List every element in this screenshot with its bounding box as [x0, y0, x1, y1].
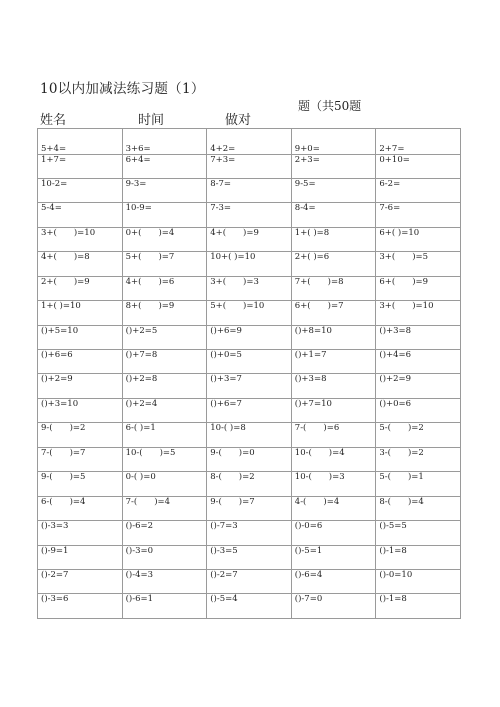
exercise-cell: ()+3=8	[376, 325, 461, 349]
exercise-row	[38, 545, 461, 569]
exercise-cell: 9-3=	[122, 178, 207, 202]
exercise-cell: ()-0=10	[376, 569, 461, 593]
exercise-cell: 5+4=	[38, 129, 123, 155]
exercise-cell: 10-( )=8	[207, 423, 292, 447]
exercise-cell: ()+5=10	[38, 325, 123, 349]
exercise-row	[38, 203, 461, 227]
exercise-row	[38, 276, 461, 300]
exercise-cell: ()-3=0	[122, 545, 207, 569]
exercise-cell: 10-( )=3	[291, 472, 376, 496]
exercise-cell: 2+( )=6	[291, 252, 376, 276]
exercise-cell: ()+2=9	[376, 374, 461, 398]
exercise-cell: ()+1=7	[291, 350, 376, 374]
exercise-cell: 3+( )=10	[38, 227, 123, 251]
exercise-cell: 0+( )=4	[122, 227, 207, 251]
exercise-cell: 0-( )=0	[122, 472, 207, 496]
exercise-cell: ()-5=1	[291, 545, 376, 569]
exercise-cell: 7-6=	[376, 203, 461, 227]
total-questions-label: 题（共50题	[298, 99, 362, 113]
exercise-cell: ()+6=7	[207, 398, 292, 422]
exercise-cell: 4+( )=8	[38, 252, 123, 276]
exercise-row	[38, 594, 461, 618]
exercise-cell: 7-( )=7	[38, 447, 123, 471]
exercise-row	[38, 301, 461, 325]
exercise-cell: 7-( )=4	[122, 496, 207, 520]
exercise-cell: ()+2=9	[38, 374, 123, 398]
exercise-cell: ()-7=3	[207, 521, 292, 545]
exercise-cell: ()-3=6	[38, 594, 123, 618]
exercise-cell: ()+2=4	[122, 398, 207, 422]
exercise-cell: 9-5=	[291, 178, 376, 202]
worksheet-title: 10以内加减法练习题（1）	[40, 81, 205, 97]
time-label: 时间	[138, 113, 165, 128]
exercise-cell: ()-0=6	[291, 521, 376, 545]
exercise-cell: 1+( )=10	[38, 301, 123, 325]
exercise-row	[38, 325, 461, 349]
exercise-row	[38, 472, 461, 496]
exercise-cell: 2+3=	[291, 154, 376, 178]
exercise-cell: 5-( )=2	[376, 423, 461, 447]
exercise-row	[38, 178, 461, 202]
exercise-cell: 7-3=	[207, 203, 292, 227]
exercise-cell: 9-( )=0	[207, 447, 292, 471]
exercise-row	[38, 569, 461, 593]
exercise-cell: 10-( )=4	[291, 447, 376, 471]
exercise-cell: ()+6=9	[207, 325, 292, 349]
exercise-row	[38, 398, 461, 422]
exercise-cell: 3-( )=2	[376, 447, 461, 471]
exercise-row	[38, 374, 461, 398]
exercise-cell: 8-( )=2	[207, 472, 292, 496]
exercise-cell: 8+( )=9	[122, 301, 207, 325]
exercise-cell: 9-( )=2	[38, 423, 123, 447]
exercise-cell: 4-( )=4	[291, 496, 376, 520]
exercise-row	[38, 447, 461, 471]
exercise-cell: ()+3=10	[38, 398, 123, 422]
exercise-cell: 1+( )=8	[291, 227, 376, 251]
exercise-cell: ()-6=2	[122, 521, 207, 545]
exercise-cell: 5-( )=1	[376, 472, 461, 496]
exercise-cell: ()-4=3	[122, 569, 207, 593]
exercise-cell: ()-5=5	[376, 521, 461, 545]
exercise-table	[37, 128, 461, 619]
exercise-cell: 0+10=	[376, 154, 461, 178]
exercise-cell: ()+2=8	[122, 374, 207, 398]
exercise-cell: 6+( )=7	[291, 301, 376, 325]
exercise-cell: ()-3=3	[38, 521, 123, 545]
exercise-cell: 9-( )=5	[38, 472, 123, 496]
exercise-cell: ()-9=1	[38, 545, 123, 569]
exercise-cell: 3+6=	[122, 129, 207, 155]
exercise-cell: ()+2=5	[122, 325, 207, 349]
exercise-cell: ()+3=8	[291, 374, 376, 398]
exercise-cell: 8-( )=4	[376, 496, 461, 520]
exercise-cell: 3+( )=3	[207, 276, 292, 300]
exercise-cell: 3+( )=10	[376, 301, 461, 325]
exercise-cell: 4+( )=6	[122, 276, 207, 300]
exercise-cell: 6-2=	[376, 178, 461, 202]
exercise-cell: 5+( )=10	[207, 301, 292, 325]
exercise-cell: ()+7=10	[291, 398, 376, 422]
exercise-cell: ()-6=4	[291, 569, 376, 593]
exercise-cell: 6-( )=1	[122, 423, 207, 447]
exercise-cell: ()-1=8	[376, 545, 461, 569]
exercise-cell: 9-( )=7	[207, 496, 292, 520]
exercise-row	[38, 423, 461, 447]
exercise-cell: 9+0=	[291, 129, 376, 155]
exercise-cell: 10-( )=5	[122, 447, 207, 471]
exercise-cell: ()-2=7	[207, 569, 292, 593]
exercise-cell: ()-2=7	[38, 569, 123, 593]
exercise-cell: ()+0=5	[207, 350, 292, 374]
exercise-cell: 6+( )=10	[376, 227, 461, 251]
exercise-row	[38, 496, 461, 520]
exercise-cell: 6-( )=4	[38, 496, 123, 520]
exercise-cell: ()+7=8	[122, 350, 207, 374]
exercise-row	[38, 521, 461, 545]
exercise-table-body	[38, 129, 461, 619]
exercise-cell: 5+( )=7	[122, 252, 207, 276]
exercise-cell: 7+3=	[207, 154, 292, 178]
exercise-cell: ()-3=5	[207, 545, 292, 569]
exercise-cell: ()+6=6	[38, 350, 123, 374]
exercise-cell: 10-2=	[38, 178, 123, 202]
exercise-cell: 2+7=	[376, 129, 461, 155]
exercise-cell: 7-( )=6	[291, 423, 376, 447]
exercise-row	[38, 154, 461, 178]
exercise-cell: ()+8=10	[291, 325, 376, 349]
exercise-cell: ()+3=7	[207, 374, 292, 398]
exercise-cell: 4+2=	[207, 129, 292, 155]
exercise-row	[38, 350, 461, 374]
exercise-cell: ()+4=6	[376, 350, 461, 374]
exercise-cell: 1+7=	[38, 154, 123, 178]
exercise-cell: 8-7=	[207, 178, 292, 202]
exercise-row	[38, 252, 461, 276]
exercise-cell: ()-5=4	[207, 594, 292, 618]
exercise-cell: 8-4=	[291, 203, 376, 227]
exercise-cell: ()-1=8	[376, 594, 461, 618]
exercise-cell: 6+( )=9	[376, 276, 461, 300]
exercise-cell: ()-6=1	[122, 594, 207, 618]
exercise-cell: ()-7=0	[291, 594, 376, 618]
exercise-cell: 10+( )=10	[207, 252, 292, 276]
exercise-row	[38, 129, 461, 155]
name-label: 姓名	[40, 113, 67, 128]
exercise-cell: 5-4=	[38, 203, 123, 227]
exercise-cell: ()+0=6	[376, 398, 461, 422]
exercise-cell: 10-9=	[122, 203, 207, 227]
exercise-row	[38, 227, 461, 251]
exercise-cell: 2+( )=9	[38, 276, 123, 300]
exercise-cell: 6+4=	[122, 154, 207, 178]
exercise-cell: 3+( )=5	[376, 252, 461, 276]
correct-count-label: 做对	[225, 113, 252, 128]
exercise-cell: 4+( )=9	[207, 227, 292, 251]
exercise-cell: 7+( )=8	[291, 276, 376, 300]
